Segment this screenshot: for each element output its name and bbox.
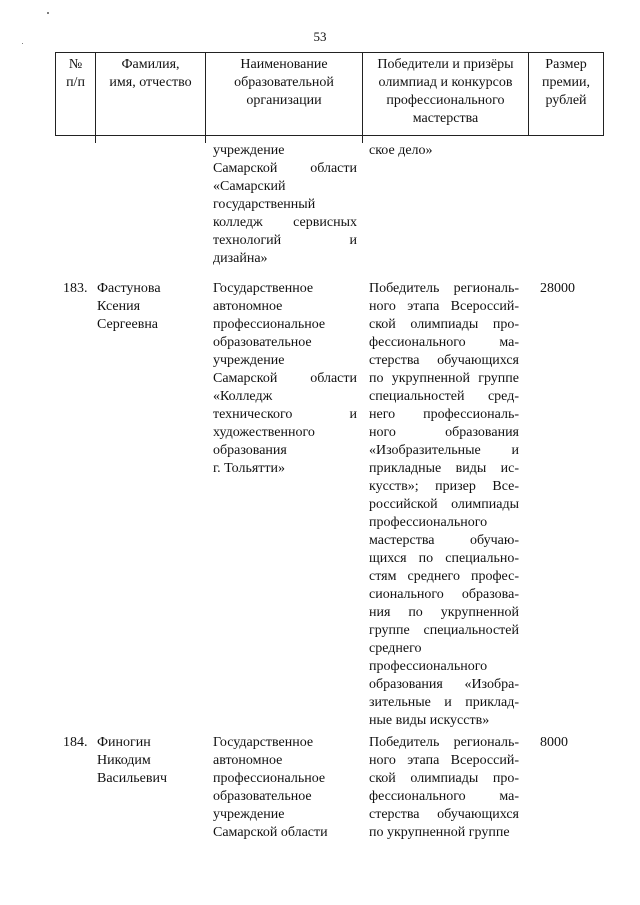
org-line: Государственное (213, 281, 314, 296)
org-line: государственный (213, 197, 316, 212)
org-line: «Колледж (213, 389, 273, 404)
org-line: Государственное (213, 735, 314, 750)
org-line: г. Тольятти» (213, 461, 286, 476)
winners-line: российской олимпиады (369, 497, 519, 512)
org-line: учреждение (213, 143, 285, 158)
org-line: образовательное (213, 335, 312, 350)
continuation-winners (369, 142, 519, 160)
org-line: художественного (213, 425, 315, 440)
winners-line: зительные и приклад- (369, 695, 519, 710)
winners-line: профессионального (369, 515, 488, 530)
winners-line: сионального образова- (369, 587, 519, 602)
name-line: Финогин (97, 735, 151, 750)
scan-speck (47, 12, 49, 14)
header-num-line: № (68, 57, 83, 72)
winners-line: «Изобразительные и (369, 443, 519, 458)
page-number: 53 (313, 29, 327, 44)
winners-line: образования «Изобра- (369, 677, 519, 692)
org-line: Самарской области (213, 825, 328, 840)
winners-line: среднего (369, 641, 422, 656)
winners-line: щихся по специально- (369, 551, 519, 566)
row-prize: 8000 (540, 735, 568, 750)
name-line: Фастунова (97, 281, 161, 296)
continuation-org (213, 142, 357, 268)
row-num: 183. (63, 281, 88, 296)
winners-line: Победитель региональ- (369, 281, 519, 296)
winners-line: по укрупненной группе (369, 371, 519, 386)
org-line: образовательное (213, 789, 312, 804)
winners-line: стерства обучающихся (369, 353, 519, 368)
org-line: автономное (213, 299, 283, 314)
row-num: 184. (63, 735, 88, 750)
winners-line: ской олимпиады про- (369, 317, 519, 332)
org-line: технического и (213, 407, 357, 422)
org-line: «Самарский (213, 179, 286, 194)
header-fio: Фамилия, имя, отчество (109, 57, 192, 90)
name-line: Никодим (97, 753, 151, 768)
winners-line: ного этапа Всероссий- (369, 753, 519, 768)
row-org (213, 734, 357, 842)
winners-line: ного этапа Всероссий- (369, 299, 519, 314)
winners-line: Победитель региональ- (369, 735, 519, 750)
winners-line: по укрупненной группе (369, 825, 510, 840)
name-line: Ксения (97, 299, 141, 314)
winners-line: фессионального ма- (369, 789, 519, 804)
header-org: Наименование образовательной организации (234, 57, 334, 108)
org-line: технологий и (213, 233, 357, 248)
header-num (56, 56, 95, 92)
name-line: Сергеевна (97, 317, 159, 332)
winners-line: мастерства обучаю- (369, 533, 519, 548)
winners-line: стям среднего профес- (369, 569, 519, 584)
winners-line: специальностей сред- (369, 389, 519, 404)
org-line: автономное (213, 753, 283, 768)
org-line: учреждение (213, 353, 285, 368)
name-line: Васильевич (97, 771, 167, 786)
winners-line: группе специальностей (369, 623, 519, 638)
winners-line: ные виды искусств» (369, 713, 490, 728)
org-line: дизайна» (213, 251, 268, 266)
header-prize: Размер премии, рублей (541, 57, 591, 108)
row-winners (369, 734, 519, 842)
row-winners (369, 280, 519, 730)
row-name (97, 280, 202, 334)
org-line: профессиональное (213, 317, 326, 332)
row-org (213, 280, 357, 478)
winners-line: ское дело» (369, 143, 433, 158)
row-prize: 28000 (540, 281, 575, 296)
winners-line: профессионального (369, 659, 488, 674)
header-num-line: п/п (66, 75, 85, 90)
org-line: Самарской области (213, 161, 357, 176)
winners-line: стерства обучающихся (369, 807, 519, 822)
winners-line: фессионального ма- (369, 335, 519, 350)
org-line: профессиональное (213, 771, 326, 786)
winners-line: него профессиональ- (369, 407, 519, 422)
winners-line: кусств»; призер Все- (369, 479, 519, 494)
winners-line: прикладные виды ис- (369, 461, 519, 476)
winners-line: ного образования (369, 425, 519, 440)
row-name (97, 734, 202, 788)
winners-line: ния по укрупненной (369, 605, 519, 620)
org-line: учреждение (213, 807, 285, 822)
org-line: Самарской области (213, 371, 357, 386)
org-line: колледж сервисных (213, 215, 357, 230)
header-winners: Победители и призёры олимпиад и конкурсов профессионального мастерства (377, 57, 514, 126)
org-line: образования (213, 443, 287, 458)
winners-line: ской олимпиады про- (369, 771, 519, 786)
